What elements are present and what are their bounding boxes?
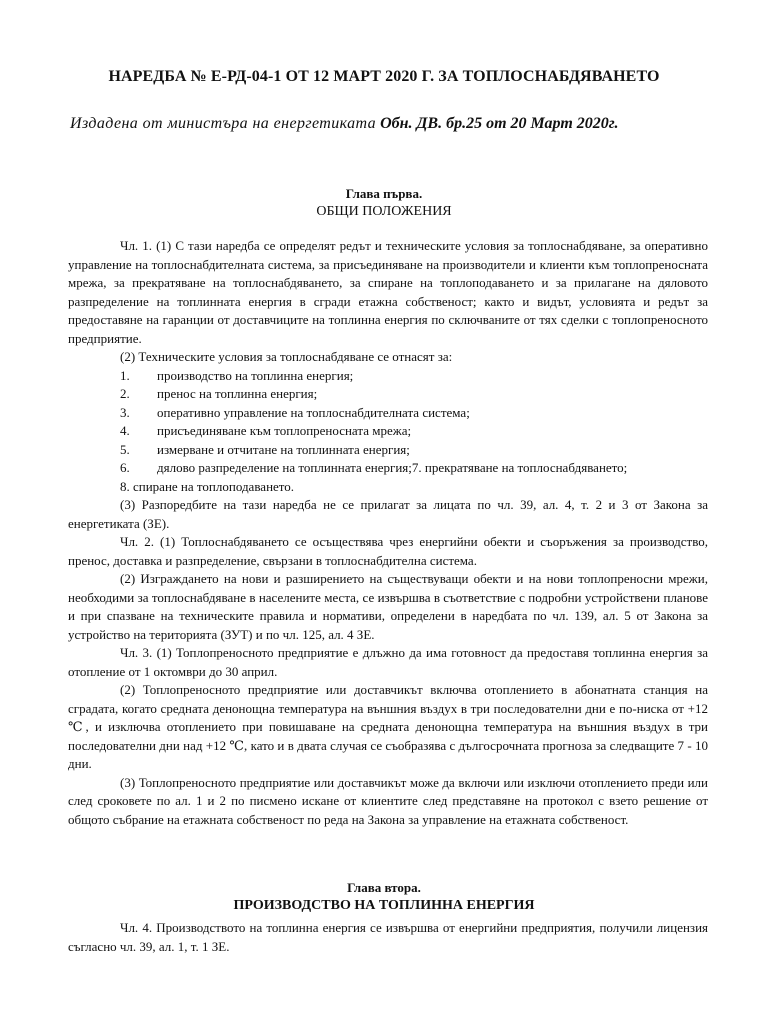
list-item-text: оперативно управление на топлоснабдителната система; [157,404,470,420]
list-item-number: 2. [120,386,130,401]
list-item [68,385,708,404]
issued-by-text: Издадена от министъра на енергетиката [70,115,377,132]
article-3-paragraph-3: (3) Топлопреносното предприятие или доставчикът може да включи или изключи отоплението преди или след сроковете по ал. 1 и 2 по писмено искане от клиентите след представяне на протокол с взето решение от общото събрание на етажната собственост по реда на Закона за управление на етажната собственост. [68,774,708,827]
chapter-2-label: Глава втора. [347,880,421,895]
list-item-number: 3. [120,404,130,420]
list-item [68,459,708,478]
chapter-2-body [68,919,708,956]
list-item-text: пренос на топлинна енергия; [157,386,318,401]
list-item-number: 1. [120,367,130,383]
publication-text: Обн. ДВ. бр.25 от 20 Март 2020г. [380,115,619,132]
article-3-paragraph-1: Чл. 3. (1) Топлопреносното предприятие е длъжно да има готовност да предоставя топлинна енергия за отопление от 1 октомври до 30 април. [68,645,708,679]
document-title: НАРЕДБА № Е-РД-04-1 ОТ 12 МАРТ 2020 Г. ЗА ТОПЛОСНАБДЯВАНЕТО [108,68,660,85]
list-item-number: 4. [120,423,130,438]
article-2-paragraph-1: Чл. 2. (1) Топлоснабдяването се осъществява чрез енергийни обекти и съоръжения за производство, пренос, доставка и разпределение, свързани в топлоснабдителна система. [68,534,708,568]
list-item-8: 8. спиране на топлоподаването. [120,478,295,494]
chapter-1-body [68,237,708,829]
article-3-paragraph-2: (2) Топлопреносното предприятие или доставчикът включва отоплението в абонатната станция на сградата, когато средната денонощна температура на външния въздух в три последователни дни е по-ниска от +12 ℃, и изключва отоплението при повишаване на средната денонощна температура на външния въздух в три последователни дни над +12 ℃, като и в двата случая се съобразява с дългосрочната прогноза за следващите 7 - 10 дни. [68,682,708,771]
article-1-paragraph-3: (3) Разпоредбите на тази наредба не се прилагат за лицата по чл. 39, ал. 4, т. 2 и 3 от Закона за енергетиката (ЗЕ). [68,497,708,531]
list-item-text: дялово разпределение на топлинната енергия;7. прекратяване на топлоснабдяването; [157,460,628,475]
list-item [68,404,708,423]
list-item [68,422,708,441]
list-item-text: присъединяване към топлопреносната мрежа; [157,423,412,438]
list-item-text: производство на топлинна енергия; [157,367,354,383]
list-item-number: 5. [120,441,130,457]
list-item [68,441,708,460]
chapter-1-title: ОБЩИ ПОЛОЖЕНИЯ [316,204,452,219]
article-1-paragraph-1: Чл. 1. (1) С тази наредба се определят редът и техническите условия за топлоснабдяване, за оперативно управление на топлоснабдителната система, за присъединяване на производители и клиенти към топлопреносната мрежа, за прекратяване на топлоснабдяването, за спиране на топлоподаването и за прилагане на дяловото разпределение на топлинната енергия в сгради етажна собственост; както и видът, условията и редът за предоставяне на гаранции от доставчиците на топлинна енергия по сключваните от тях сделки с топлопреносното предприятие. [68,238,708,346]
list-item-number: 6. [120,460,130,475]
list-item-text: измерване и отчитане на топлинната енергия; [157,441,410,457]
article-2-paragraph-2: (2) Изграждането на нови и разширението на съществуващи обекти и на нови топлопреносни мрежи, необходими за топлоснабдяване в населените места, се извършва в съответствие с подробни устройствени планове и при спазване на техническите правила и нормативи, определени в наредбата по чл. 139, ал. 5 от Закона за устройство на територията (ЗУТ) и по чл. 125, ал. 4 ЗЕ. [68,571,708,642]
chapter-1-label: Глава първа. [345,186,423,201]
article-1-paragraph-2: (2) Техническите условия за топлоснабдяване се отнасят за: [120,349,453,364]
issued-by-line [70,106,700,141]
list-item [68,367,708,386]
chapter-2-title: ПРОИЗВОДСТВО НА ТОПЛИННА ЕНЕРГИЯ [233,898,535,913]
article-4-paragraph-1: Чл. 4. Производството на топлинна енергия се извършва от енергийни предприятия, получили лицензия съгласно чл. 39, ал. 1, т. 1 ЗЕ. [68,920,708,954]
